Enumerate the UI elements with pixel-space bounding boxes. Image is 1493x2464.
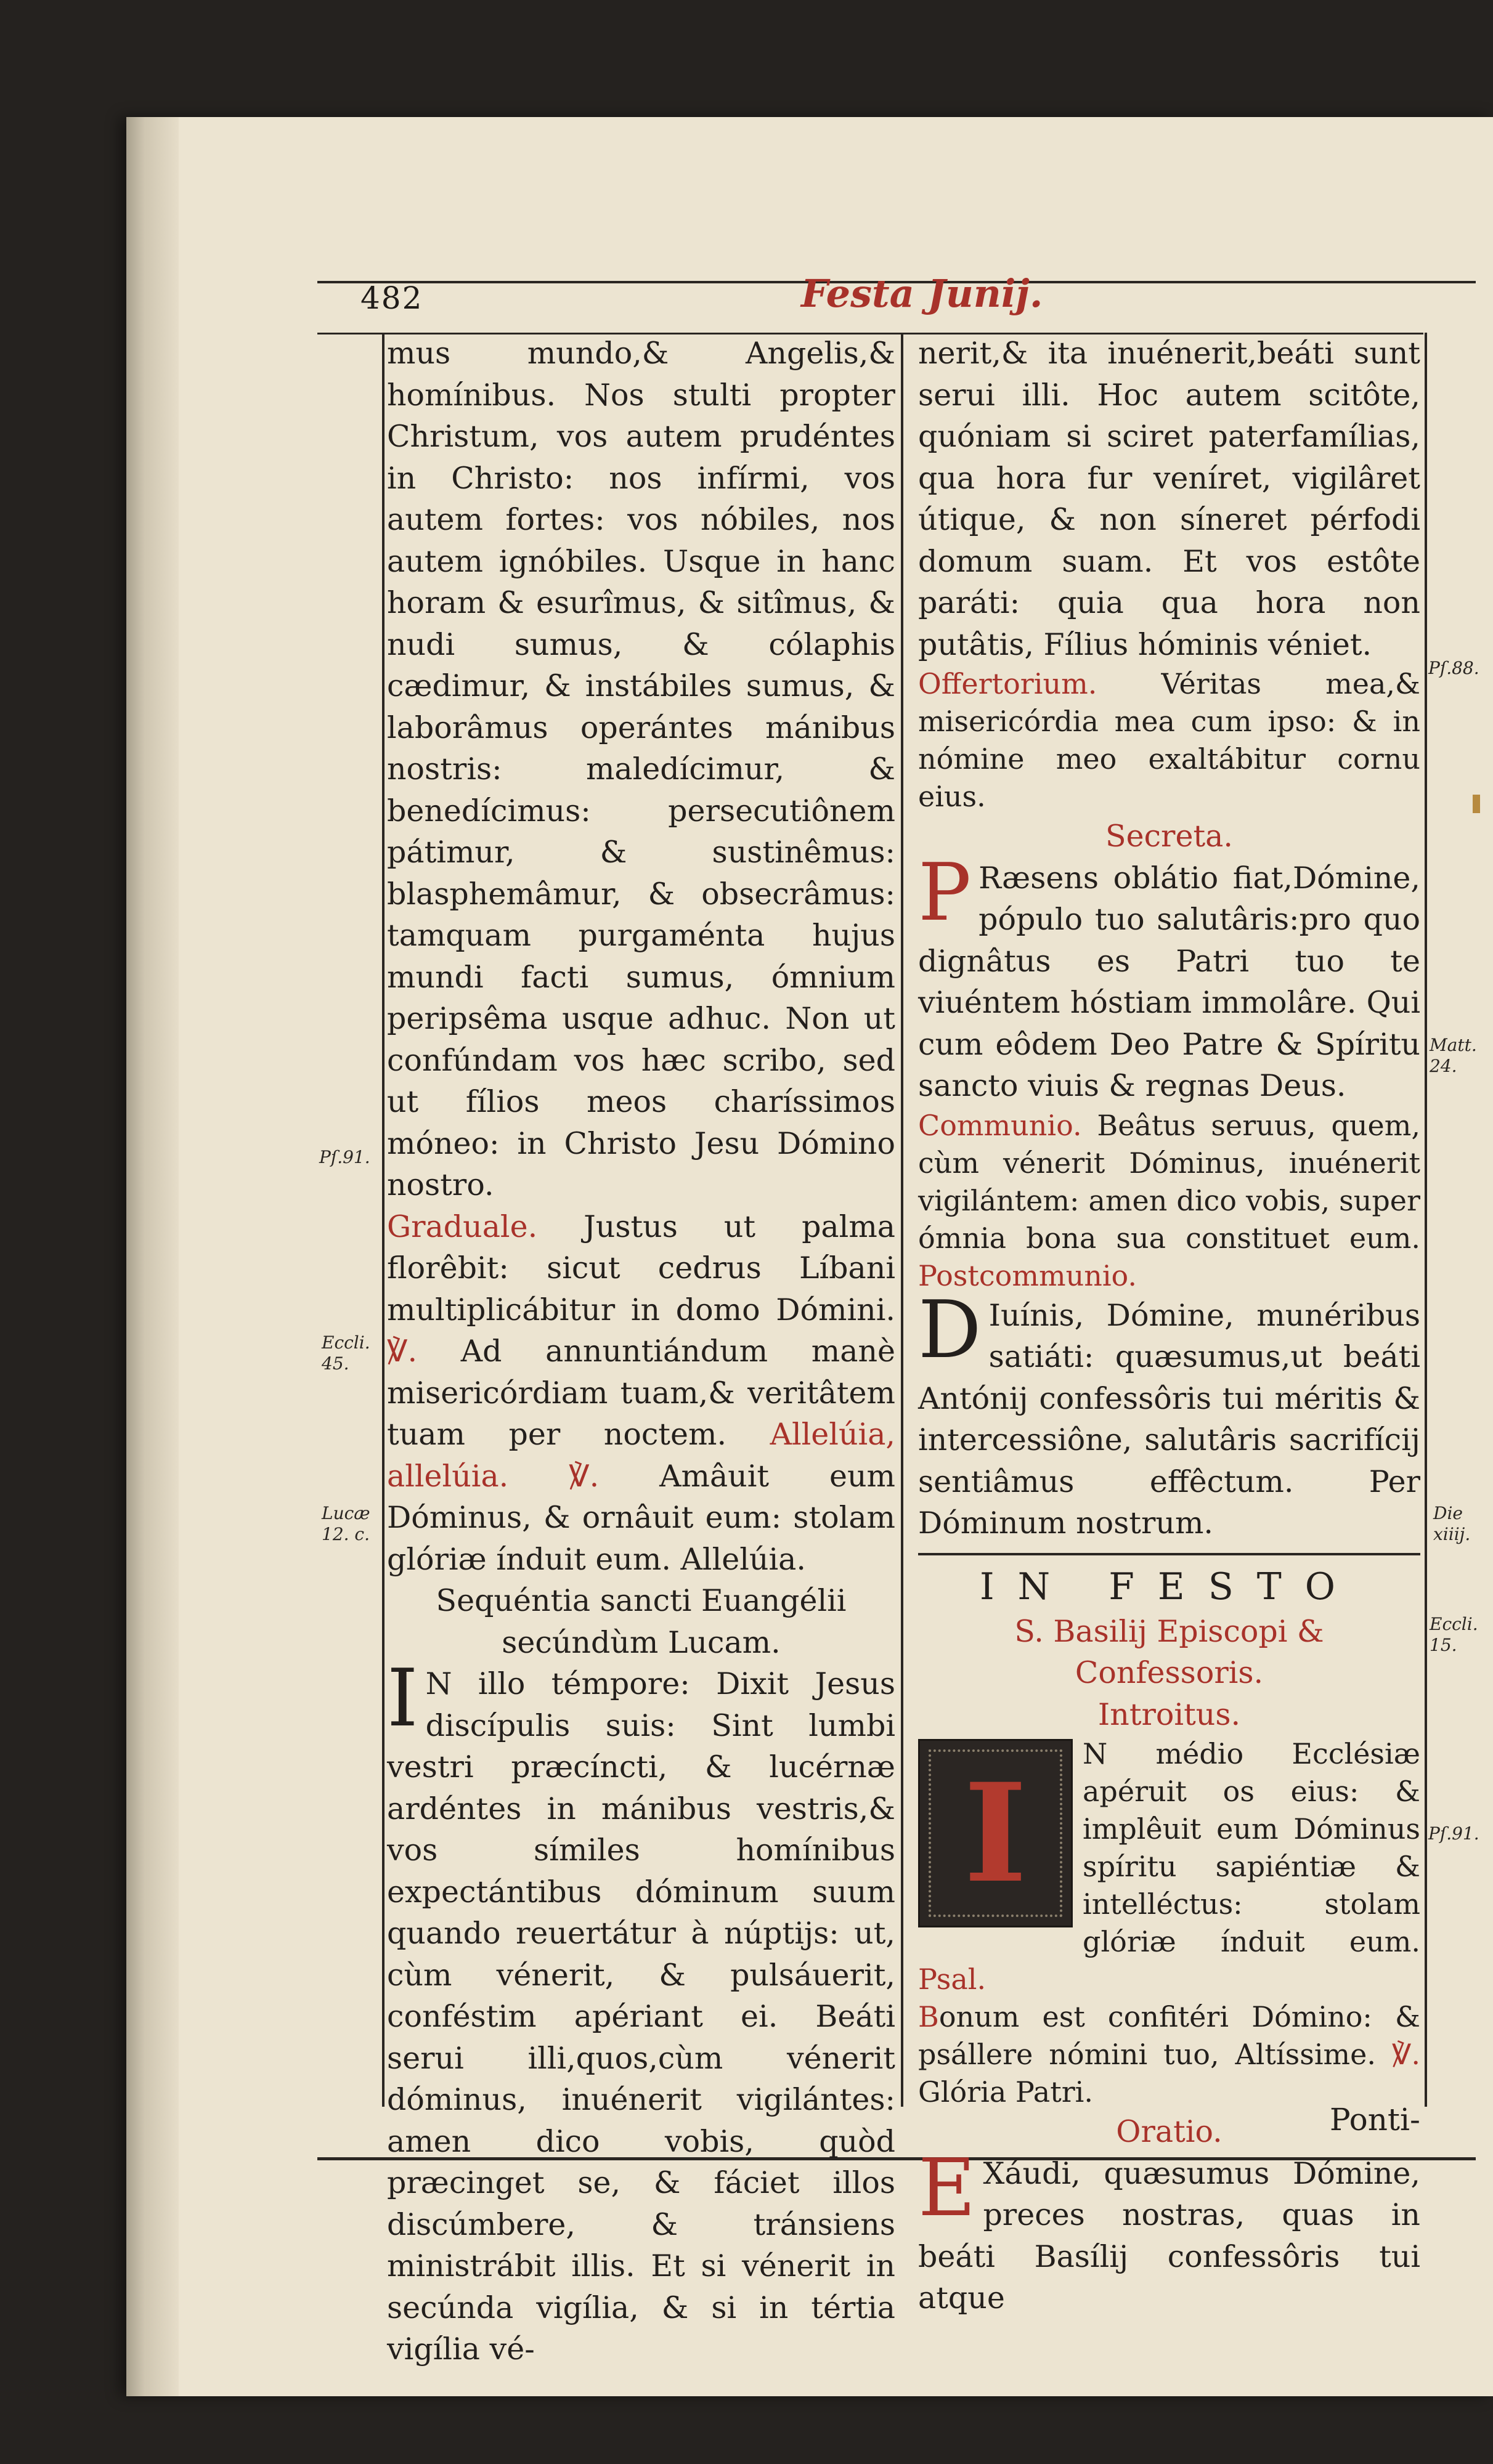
postcommunio-text: Iuínis, Dómine, munéribus satiáti: quæsumus,ut beáti Antónij confessôris tui méritis & intercessiône, salutâris sacrifícij sentiâmus effêctum. Per Dóminum nostrum. [918, 1297, 1420, 1541]
ornate-initial-letter: I [964, 1753, 1027, 1913]
gospel-text: N illo témpore: Dixit Jesus discípulis suis: Sint lumbi vestri præcíncti, & lucérnæ ardéntes in mánibus vestris,& vos símiles homínibus expectántibus dóminum suum quando reuertátur à núptijs: ut, cùm vénerit, & pulsáuerit, conféstim apériant ei. Beáti serui illi,quos,cùm vénerit dóminus, inuénerit vigilántes: amen dico vobis, quòd præcinget se, & fáciet illos discúmbere, & tránsiens ministrábit illis. Et si vénerit in secúnda vigília, & si in tértia vigília vé- [387, 1666, 895, 2367]
gospel-continuation: nerit,& ita inuénerit,beáti sunt serui illi. Hoc autem scitôte, quóniam si sciret paterfamílias, qua hora fur veníret, vigilâret útique, & non síneret pérfodi domum suam. Et vos estôte paráti: quia qua hora non putâtis, Fílius hóminis véniet. [918, 336, 1420, 662]
margin-note-matt24: Matt. 24. [1430, 1035, 1477, 1076]
page-number: 482 [360, 280, 423, 316]
gospel-paragraph [387, 1653, 895, 2370]
section-separator [918, 1553, 1420, 1555]
margin-note-ps88: Pſ.88. [1428, 658, 1479, 678]
versicle-mark: ℣. [1391, 2038, 1421, 2071]
alleluia-label: Allelúia, allelúia. [387, 1417, 895, 1494]
secreta-paragraph [918, 846, 1420, 1107]
oratio-heading: Oratio. [1116, 2114, 1222, 2149]
margin-note-eccli15: Eccli. 15. [1430, 1614, 1478, 1655]
postcommunio-paragraph [918, 1284, 1420, 1544]
epistle-continuation: mus mundo,& Angelis,& homínibus. Nos stulti propter Christum, vos autem prudéntes in Christo: nos infírmi, vos autem fortes: vos nóbiles, nos autem ignóbiles. Usque in hanc horam & esurîmus, & sitîmus, & nudi sumus, & cólaphis cædimur, & instábiles sumus, & laborâmus operántes mánibus nostris: maledícimur, & benedícimus: persecutiônem pátimur, & sustinêmus: blasphemâmur, & obsecrâmus: tamquam purgaménta hujus mundi facti sumus, ómnium peripsêma usque adhuc. Non ut confúndam vos hæc scribo, sed ut fílios meos charíssimos móneo: in Christo Jesu Dómino nostro. [387, 336, 895, 1202]
margin-note-ps91-left: Pſ.91. [319, 1147, 370, 1167]
offertorium-text: Véritas mea,& misericórdia mea cum ipso: & in nómine meo exaltábitur cornu eius. [918, 667, 1420, 813]
communio-label: Communio. [918, 1108, 1082, 1142]
introitus-heading: Introitus. [1097, 1696, 1241, 1732]
catchword: Ponti- [1330, 2102, 1420, 2138]
margin-note-luc12: Lucæ 12. c. [322, 1503, 370, 1544]
left-text-column [387, 333, 896, 2367]
margin-note-eccli45: Eccli. 45. [322, 1332, 370, 1374]
psalm-text: onum est confitéri Dómino: & psállere nómini tuo, Altíssime. [918, 2000, 1420, 2071]
feast-title: S. Basilij Episcopi & Confessoris. [1014, 1613, 1324, 1690]
secreta-text: Ræsens oblátio fiat,Dómine, pópulo tuo salutâris:pro quo dignâtus es Patri tuo te viuéntem hóstiam immolâre. Qui cum eôdem Deo Patre & Spíritu sancto viuis & regnas Deus. [918, 860, 1420, 1103]
ornate-initial-decoration [918, 1739, 1073, 1927]
page-edge-mark [1473, 795, 1480, 813]
margin-note-die14: Die xiiij. [1433, 1503, 1471, 1544]
right-frame-rule [1425, 333, 1427, 2107]
secreta-heading: Secreta. [1105, 819, 1233, 854]
secreta-initial: P [918, 846, 972, 939]
introitus-paragraph [918, 1735, 1420, 1998]
center-column-rule [901, 333, 903, 2107]
graduale-label: Graduale. [387, 1209, 538, 1244]
offertorium-paragraph [918, 665, 1420, 816]
psalm-initial: B [918, 2000, 939, 2033]
graduale-continuation: Ad annuntiándum manè misericórdiam tuam,& veritâtem tuam per noctem. [387, 1334, 896, 1452]
postcommunio-initial: D [918, 1284, 982, 1376]
sequentia-heading-1: Sequéntia sancti Euangélii [436, 1583, 847, 1618]
oratio-initial: E [918, 2142, 976, 2234]
left-frame-rule [382, 333, 384, 2107]
psal-label: Psal. [918, 1963, 987, 1996]
alleluia-continuation: Amâuit eum Dóminus, & ornâuit eum: stolam glóriæ índuit eum. Allelúia. [387, 1458, 895, 1577]
gospel-initial: I [387, 1653, 418, 1745]
communio-paragraph [918, 1107, 1420, 1295]
margin-note-ps91-right: Pſ.91. [1428, 1823, 1479, 1844]
gloria-patri: Glória Patri. [918, 2075, 1094, 2109]
graduale-text: Justus ut palma florêbit: sicut cedrus Líbani multiplicábitur in domo Dómini. [387, 1209, 895, 1327]
graduale-paragraph [387, 1206, 895, 1581]
page-gutter [126, 117, 179, 2396]
introitus-text: N médio Ecclésiæ apéruit os eius: & implêuit eum Dóminus spíritu sapiéntiæ & intelléctus: stolam glóriæ índuit eum. [1083, 1737, 1420, 1958]
communio-text: Beâtus seruus, quem, cùm vénerit Dóminus, inuénerit vigilántem: amen dico vobis, super ómnia bona sua constituet eum. [918, 1108, 1420, 1255]
postcommunio-label: Postcommunio. [918, 1258, 1137, 1292]
psalm-paragraph [918, 1998, 1420, 2111]
oratio-paragraph [918, 2142, 1420, 2319]
versicle-mark: ℣. [387, 1334, 418, 1369]
sequentia-heading-2: secúndùm Lucam. [502, 1624, 781, 1660]
oratio-text: Xáudi, quæsumus Dómine, preces nostras, quas in beáti Basílij confessôris tui atque [918, 2155, 1420, 2316]
in-festo-heading: IN FESTO [979, 1565, 1359, 1608]
running-title: Festa Junij. [801, 271, 1043, 316]
versicle-mark: ℣. [569, 1458, 600, 1494]
offertorium-label: Offertorium. [918, 667, 1097, 700]
